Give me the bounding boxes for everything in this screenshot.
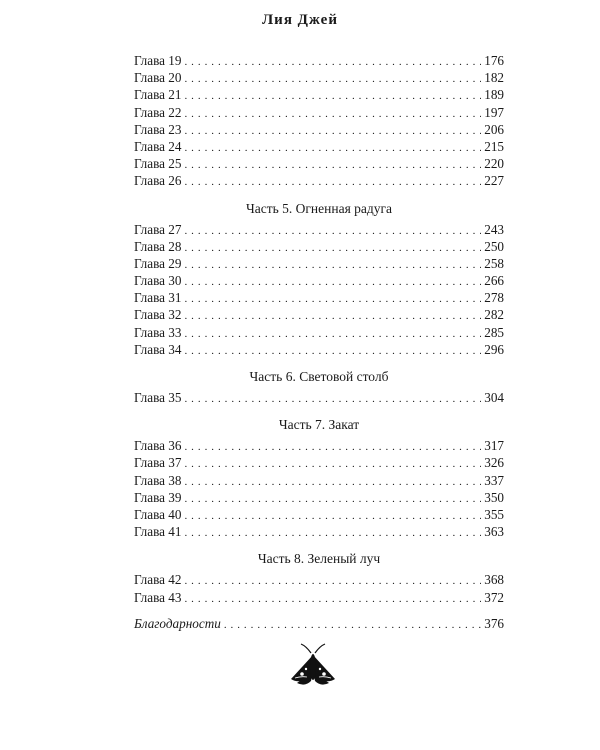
dot-leader bbox=[184, 257, 481, 274]
chapter-label: Глава 19 bbox=[134, 53, 182, 68]
dot-leader bbox=[184, 223, 481, 240]
page-number: 220 bbox=[484, 156, 504, 172]
toc-entry[interactable] bbox=[134, 172, 504, 189]
toc-entry[interactable] bbox=[134, 289, 504, 306]
toc-entry[interactable] bbox=[134, 341, 504, 358]
chapter-label: Глава 30 bbox=[134, 273, 182, 289]
page-number: 296 bbox=[484, 341, 504, 357]
chapter-label: Глава 23 bbox=[134, 121, 182, 137]
page-number: 285 bbox=[484, 324, 504, 340]
part-title: Часть 6. Световой столб bbox=[249, 369, 389, 384]
part-title: Часть 7. Закат bbox=[278, 417, 360, 433]
toc-entry[interactable] bbox=[134, 255, 504, 272]
dot-leader bbox=[184, 591, 481, 608]
chapter-label: Глава 25 bbox=[134, 156, 182, 172]
chapter-label: Глава 22 bbox=[134, 104, 182, 120]
page-number: 206 bbox=[484, 121, 504, 137]
toc-entry[interactable] bbox=[134, 472, 504, 489]
page-number: 282 bbox=[484, 307, 504, 323]
toc-entry[interactable] bbox=[134, 104, 504, 121]
dot-leader bbox=[184, 174, 481, 191]
page-number: 278 bbox=[484, 290, 504, 306]
page-number: 227 bbox=[484, 173, 504, 189]
toc-entry[interactable] bbox=[134, 238, 504, 255]
page-number: 250 bbox=[484, 238, 504, 254]
part-title: Часть 5. Огненная радуга bbox=[245, 200, 393, 216]
toc-entry[interactable] bbox=[134, 437, 504, 454]
toc-entry[interactable] bbox=[134, 324, 504, 341]
toc-entry[interactable] bbox=[134, 69, 504, 86]
page-number: 317 bbox=[484, 438, 504, 454]
chapter-label: Глава 28 bbox=[134, 238, 182, 254]
dot-leader bbox=[184, 343, 481, 360]
dot-leader bbox=[184, 157, 481, 174]
dot-leader bbox=[224, 617, 481, 634]
dot-leader bbox=[184, 456, 481, 473]
dot-leader bbox=[184, 308, 481, 325]
chapter-label: Глава 24 bbox=[134, 138, 182, 154]
toc-entry[interactable] bbox=[134, 221, 504, 238]
dot-leader bbox=[184, 274, 481, 291]
page-number: 363 bbox=[484, 524, 504, 540]
chapter-label: Глава 40 bbox=[134, 506, 182, 522]
page-number: 182 bbox=[484, 70, 504, 86]
dot-leader bbox=[184, 525, 481, 542]
page-number: 197 bbox=[484, 104, 504, 120]
page-number: 243 bbox=[484, 221, 504, 237]
toc-entry[interactable] bbox=[134, 52, 504, 69]
chapter-label: Глава 26 bbox=[134, 173, 182, 189]
toc-entry[interactable] bbox=[134, 454, 504, 471]
dot-leader bbox=[184, 391, 481, 408]
toc-entry[interactable] bbox=[134, 121, 504, 138]
chapter-label: Глава 31 bbox=[134, 290, 182, 306]
chapter-label: Глава 33 bbox=[134, 324, 182, 340]
chapter-label: Глава 34 bbox=[134, 341, 182, 357]
chapter-label: Глава 35 bbox=[134, 390, 182, 405]
table-of-contents bbox=[134, 52, 504, 632]
chapter-label: Глава 21 bbox=[134, 87, 182, 103]
toc-entry-acknowledgements[interactable] bbox=[134, 615, 504, 632]
toc-entry[interactable] bbox=[134, 506, 504, 523]
moth-icon bbox=[287, 643, 339, 689]
chapter-label: Глава 32 bbox=[134, 307, 182, 323]
dot-leader bbox=[184, 123, 481, 140]
dot-leader bbox=[184, 491, 481, 508]
chapter-label: Глава 20 bbox=[134, 70, 182, 86]
dot-leader bbox=[184, 106, 481, 123]
toc-entry[interactable] bbox=[134, 389, 504, 406]
page-number: 368 bbox=[484, 572, 504, 588]
toc-entry[interactable] bbox=[134, 306, 504, 323]
dot-leader bbox=[184, 508, 481, 525]
toc-entry[interactable] bbox=[134, 86, 504, 103]
page-number: 176 bbox=[484, 53, 504, 68]
chapter-label: Глава 41 bbox=[134, 524, 182, 540]
toc-entry[interactable] bbox=[134, 272, 504, 289]
chapter-label: Глава 42 bbox=[134, 572, 182, 588]
page-number: 326 bbox=[484, 455, 504, 471]
dot-leader bbox=[184, 54, 481, 71]
page-number: 215 bbox=[484, 138, 504, 154]
acknowledgements-label: Благодарности bbox=[134, 615, 221, 631]
page-number: 376 bbox=[484, 615, 504, 631]
chapter-label: Глава 39 bbox=[134, 489, 182, 505]
dot-leader bbox=[184, 140, 481, 157]
toc-entry[interactable] bbox=[134, 155, 504, 172]
dot-leader bbox=[184, 240, 481, 257]
page-number: 350 bbox=[484, 489, 504, 505]
running-header: Лия Джей bbox=[262, 12, 338, 28]
chapter-label: Глава 36 bbox=[134, 438, 182, 454]
page-number: 304 bbox=[484, 390, 504, 405]
part-title: Часть 8. Зеленый луч bbox=[257, 551, 381, 567]
toc-entry[interactable] bbox=[134, 489, 504, 506]
toc-entry[interactable] bbox=[134, 138, 504, 155]
page-number: 372 bbox=[484, 589, 504, 605]
chapter-label: Глава 27 bbox=[134, 221, 182, 237]
chapter-label: Глава 38 bbox=[134, 472, 182, 488]
toc-entry[interactable] bbox=[134, 523, 504, 540]
dot-leader bbox=[184, 573, 481, 590]
dot-leader bbox=[184, 291, 481, 308]
dot-leader bbox=[184, 439, 481, 456]
page-number: 189 bbox=[484, 87, 504, 103]
page-number: 355 bbox=[484, 506, 504, 522]
chapter-label: Глава 43 bbox=[134, 589, 182, 605]
toc-entry[interactable] bbox=[134, 571, 504, 588]
chapter-label: Глава 29 bbox=[134, 255, 182, 271]
chapter-label: Глава 37 bbox=[134, 455, 182, 471]
dot-leader bbox=[184, 474, 481, 491]
dot-leader bbox=[184, 326, 481, 343]
dot-leader bbox=[184, 88, 481, 105]
page-number: 337 bbox=[484, 472, 504, 488]
page-number: 258 bbox=[484, 255, 504, 271]
page-number: 266 bbox=[484, 273, 504, 289]
toc-entry[interactable] bbox=[134, 589, 504, 606]
dot-leader bbox=[184, 71, 481, 88]
